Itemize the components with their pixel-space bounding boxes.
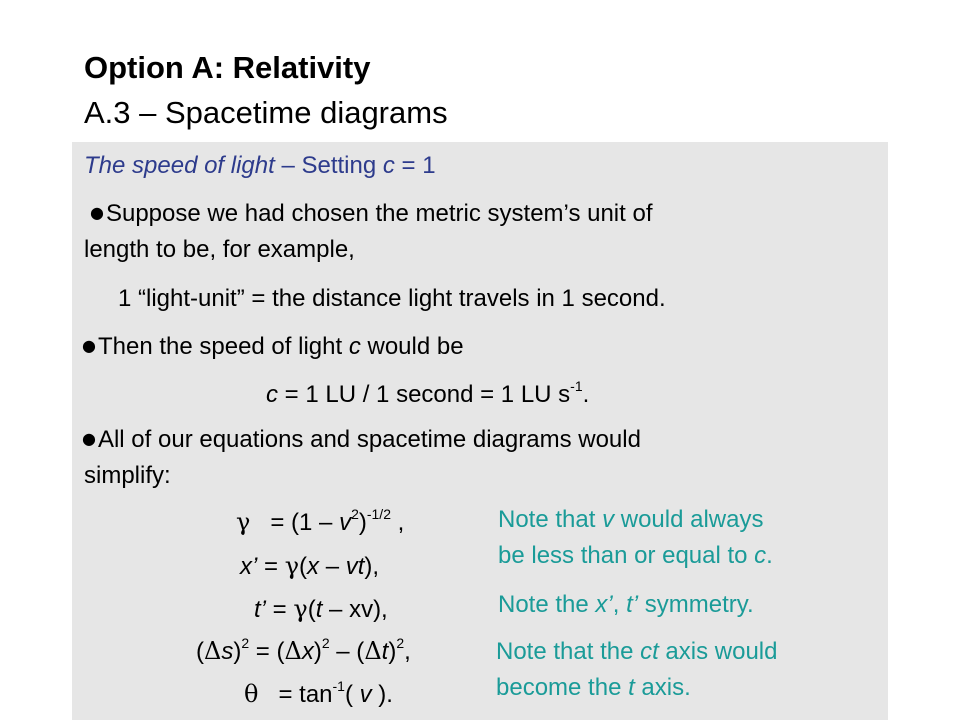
note-symmetry: Note the x’, t’ symmetry.: [498, 591, 754, 618]
bullet-3-line-1: ●All of our equations and spacetime diagrams would: [82, 426, 641, 453]
slide-subtitle: A.3 – Spacetime diagrams: [84, 95, 448, 130]
bullet-3-line-2: simplify:: [84, 462, 171, 489]
bullet-1-line-1: ●Suppose we had chosen the metric system’s unit of: [90, 200, 653, 227]
x-prime-equation: x’ = γ(x – vt),: [240, 552, 380, 580]
gamma-equation: $\gamma = (1 - v^2)^{-1/2}$ ,: [236, 506, 405, 536]
dot-bullet-icon: ●: [90, 203, 104, 222]
t-prime-equation: t’ = γ(t – xv),: [254, 595, 388, 623]
interval-equation: $(\Delta s)^2 = (\Delta x)^2 - (\Delta t)^2$,: [196, 635, 411, 665]
note-ct-axis-line-2: become the t axis.: [496, 674, 691, 701]
bullet-2: ●Then the speed of light c would be: [82, 333, 464, 360]
note-v-line-1: Note that v would always: [498, 506, 764, 533]
theta-equation: $\theta = \tan^{-1}$( v ).: [244, 678, 393, 708]
slide-title: Option A: Relativity: [84, 50, 371, 85]
note-ct-axis-line-1: Note that the ct axis would: [496, 638, 778, 665]
section-heading: The speed of light – Setting c = 1: [84, 152, 436, 179]
dot-bullet-icon: ●: [82, 429, 96, 448]
dot-bullet-icon: ●: [82, 336, 96, 355]
note-v-line-2: be less than or equal to c.: [498, 542, 773, 569]
bullet-1-line-2: length to be, for example,: [84, 236, 355, 263]
light-unit-definition: 1 “light-unit” = the distance light travels in 1 second.: [118, 285, 666, 312]
speed-of-light-equation: c = 1 LU / 1 second = 1 LU $s^{-1}$.: [266, 378, 590, 408]
